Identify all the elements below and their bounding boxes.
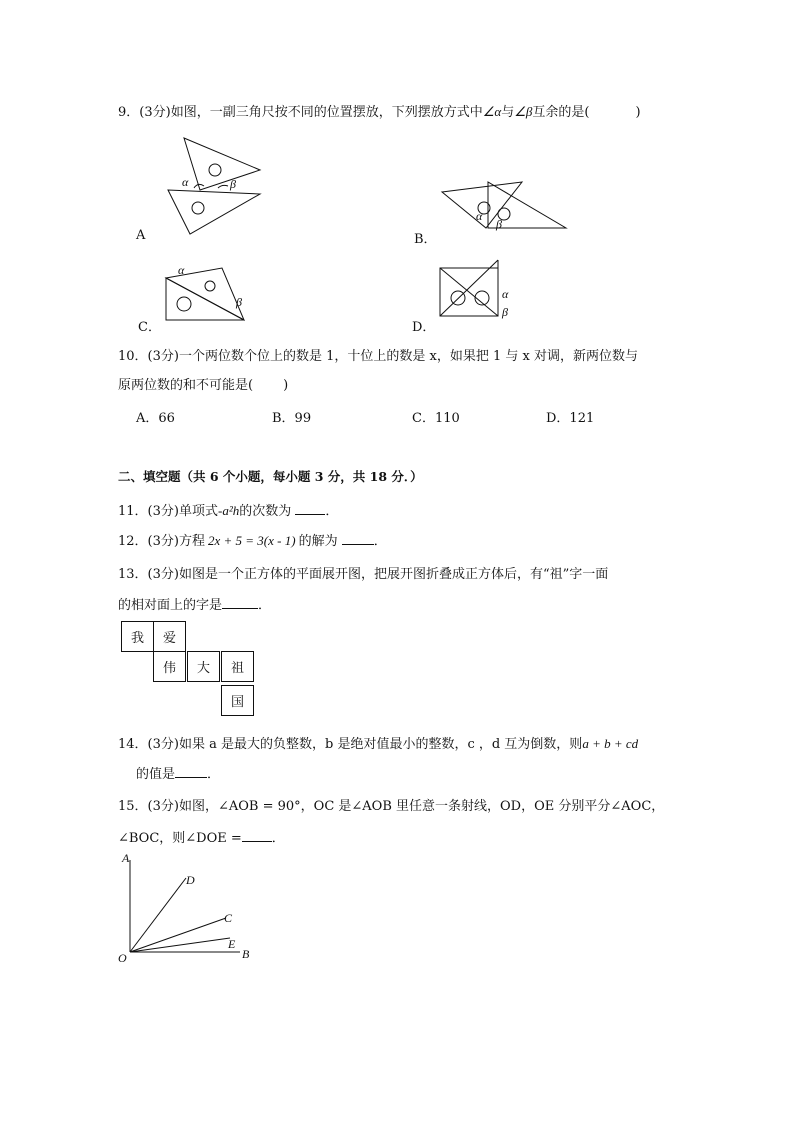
q15-score: (3分): [147, 799, 179, 814]
q9-option-d[interactable]: D．: [412, 320, 436, 335]
q9-option-b[interactable]: B．: [414, 232, 437, 247]
fig-b-alpha: α: [476, 209, 483, 223]
q10-line2: [118, 374, 288, 393]
net-cell-zu: 祖: [221, 651, 254, 682]
fig-b-beta: β: [496, 217, 502, 231]
q9-close-paren: ): [635, 105, 641, 120]
q15-line1: [118, 795, 664, 814]
q11-period: ．: [325, 504, 339, 519]
q10-close-paren: ): [283, 378, 289, 393]
q11-text-2: 的次数为: [239, 504, 292, 519]
q11-text: 单项式: [178, 504, 218, 519]
q13-period: ．: [258, 598, 272, 613]
q15-number: 15．: [118, 799, 148, 814]
q12-text: 方程: [178, 534, 205, 549]
label-d: D: [186, 873, 195, 887]
q11-answer-blank[interactable]: [295, 503, 325, 515]
net-cell-wei: 伟: [153, 651, 186, 682]
q11-line: [118, 500, 338, 519]
q10-score: (3分): [147, 349, 179, 364]
q14-expression: a + b + cd: [582, 736, 639, 751]
q12-answer-blank[interactable]: [342, 533, 374, 545]
q9-number: 9．: [118, 105, 140, 120]
q9-and: 与: [501, 105, 515, 120]
net-cell-ai: 爱: [153, 621, 186, 652]
net-cell-guo: 国: [221, 685, 254, 716]
q13-answer-blank[interactable]: [222, 597, 258, 609]
q15-period: ．: [271, 831, 285, 846]
ray-od: [130, 878, 186, 952]
q9-score: (3分): [139, 105, 171, 120]
q9-option-c[interactable]: C．: [138, 320, 161, 335]
q14-line2: [136, 763, 220, 782]
q14-text-2: 的值是: [136, 767, 176, 782]
section-fill-in-title: 二、填空题（共 6 个小题，每小题 3 分，共 18 分．）: [118, 469, 423, 484]
q15-answer-blank[interactable]: [242, 830, 272, 842]
fig-d-alpha: α: [502, 287, 509, 301]
q10-option-c[interactable]: C．110: [412, 411, 460, 426]
net-cell-wo: 我: [121, 621, 154, 652]
q14-number: 14．: [118, 737, 148, 752]
ray-oc: [130, 918, 226, 952]
q15-line2: [118, 827, 285, 846]
q11-number: 11．: [118, 504, 148, 519]
q9-angle-alpha: ∠α: [482, 104, 502, 119]
fig-c-alpha: α: [178, 263, 185, 277]
q9-angle-beta: ∠β: [514, 104, 533, 119]
q9-option-a[interactable]: A: [136, 228, 146, 243]
q12-score: (3分): [147, 534, 179, 549]
label-c: C: [224, 911, 233, 925]
q14-text: 如果 a 是最大的负整数，b 是绝对值最小的整数，c ，d 互为倒数，则: [178, 737, 583, 752]
q14-answer-blank[interactable]: [175, 766, 207, 778]
fig-d-beta: β: [502, 305, 508, 319]
q10-option-b[interactable]: B．99: [272, 411, 312, 426]
q12-equation: 2x + 5 = 3(x - 1): [207, 533, 296, 548]
ray-oe: [130, 938, 230, 952]
fig-a-alpha: α: [182, 175, 189, 189]
q10-line1: [118, 345, 638, 364]
q9-figure-d: [438, 258, 518, 322]
q15-angle-figure: [118, 850, 268, 970]
q13-text-2: 的相对面上的字是: [118, 598, 223, 613]
label-e: E: [228, 937, 236, 951]
q14-score: (3分): [147, 737, 179, 752]
label-a: A: [122, 851, 130, 865]
q10-text: 一个两位数个位上的数是 1，十位上的数是 x，如果把 1 与 x 对调，新两位数与: [178, 349, 638, 364]
q12-period: ．: [373, 534, 387, 549]
q9-text-end: 互余的是(: [532, 105, 590, 120]
q9-line: [118, 101, 641, 120]
q14-period: ．: [207, 767, 221, 782]
q12-line: [118, 530, 387, 549]
q10-number: 10．: [118, 349, 148, 364]
q9-figure-a: [160, 130, 270, 240]
label-o: O: [118, 951, 127, 965]
q9-text: 如图，一副三角尺按不同的位置摆放，下列摆放方式中: [170, 105, 483, 120]
q13-score: (3分): [147, 567, 179, 582]
q9-figure-c: [164, 263, 254, 326]
fig-a-beta: β: [230, 177, 236, 191]
label-b: B: [242, 947, 250, 961]
q13-line1: [118, 563, 608, 582]
q10-option-a[interactable]: A．66: [136, 411, 175, 426]
q15-text: 如图，∠AOB = 90°，OC 是∠AOB 里任意一条射线，OD，OE 分别平分∠AOC，: [178, 799, 665, 814]
q12-number: 12．: [118, 534, 148, 549]
q13-text: 如图是一个正方体的平面展开图，把展开图折叠成正方体后，有“祖”字一面: [178, 567, 609, 582]
q10-option-d[interactable]: D．121: [546, 411, 595, 426]
q10-text-2: 原两位数的和不可能是(: [118, 378, 254, 393]
q9-figure-b: [440, 180, 570, 240]
fig-c-beta: β: [236, 295, 242, 309]
q11-score: (3分): [147, 504, 179, 519]
net-cell-da: 大: [187, 651, 220, 682]
q13-number: 13．: [118, 567, 148, 582]
q14-line1: [118, 733, 638, 752]
q15-text-2: ∠BOC，则∠DOE =: [118, 831, 242, 846]
q12-text-2: 的解为: [298, 534, 338, 549]
q11-expression: -a²h: [217, 503, 240, 518]
q13-line2: [118, 594, 271, 613]
